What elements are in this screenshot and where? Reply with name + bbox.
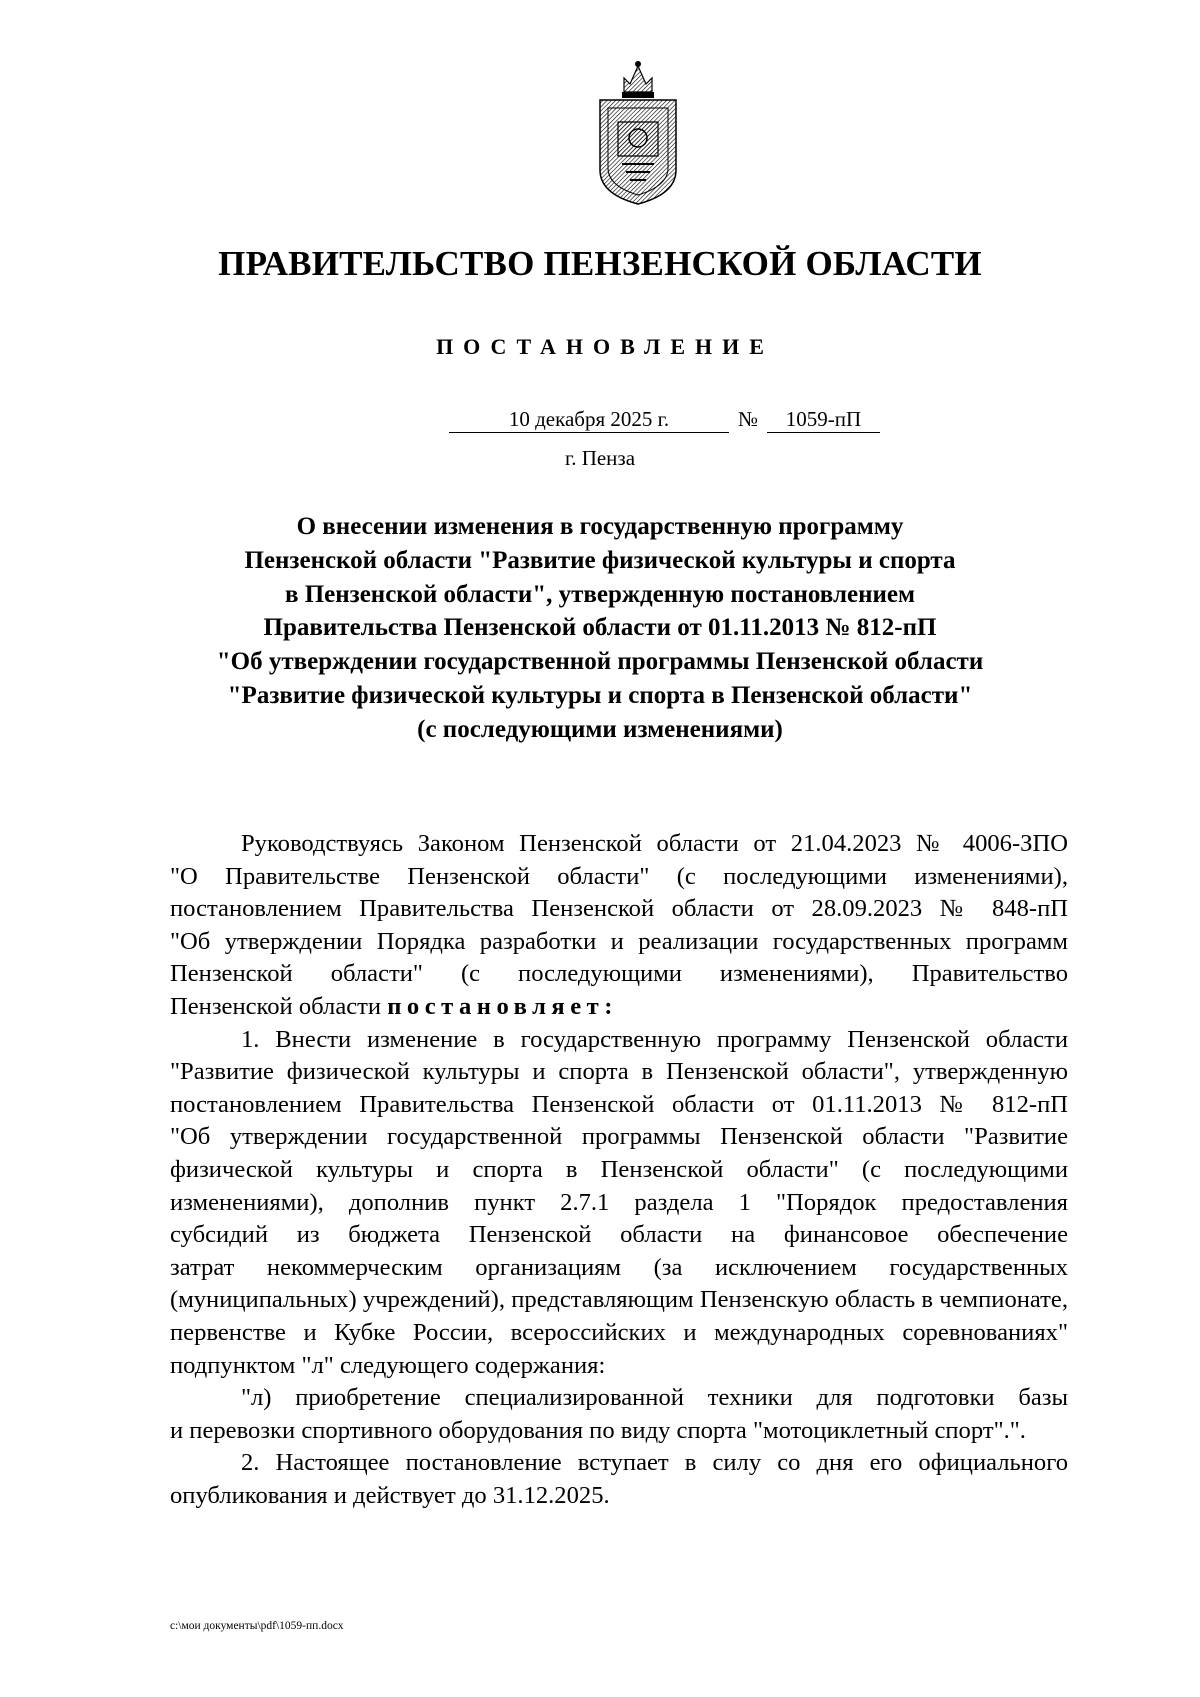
item1-line: "Об утверждении государственной программы Пензенской области "Развитие xyxy=(170,1123,1068,1151)
government-name: ПРАВИТЕЛЬСТВО ПЕНЗЕНСКОЙ ОБЛАСТИ xyxy=(218,244,982,283)
coat-of-arms-icon xyxy=(594,58,682,206)
item2-line: 2. Настоящее постановление вступает в силу со дня его официального xyxy=(241,1449,1068,1477)
preamble-last-prefix: Пензенской области xyxy=(170,992,382,1020)
subitem-l-line: и перевозки спортивного оборудования по виду спорта "мотоциклетный спорт".". xyxy=(170,1416,1026,1444)
preamble-line: "О Правительстве Пензенской области" (с последующими изменениями), xyxy=(170,862,1068,890)
item1-line: затрат некоммерческим организациям (за исключением государственных xyxy=(170,1253,1068,1281)
item1-line: субсидий из бюджета Пензенской области на финансовое обеспечение xyxy=(170,1221,1068,1249)
item1-line: изменениями), дополнив пункт 2.7.1 раздела 1 "Порядок предоставления xyxy=(170,1188,1068,1216)
preamble-line: Пензенской области" (с последующими изменениями), Правительство xyxy=(170,960,1068,988)
subject-line: (с последующими изменениями) xyxy=(417,715,783,743)
document-date: 10 декабря 2025 г. xyxy=(449,406,729,433)
item1-line: 1. Внести изменение в государственную программу Пензенской области xyxy=(241,1025,1068,1053)
subject-line: Правительства Пензенской области от 01.11.2013 № 812-пП xyxy=(263,614,937,642)
decree-word: постановляет: xyxy=(387,992,618,1020)
number-sign: № xyxy=(737,407,759,431)
item1-line: физической культуры и спорта в Пензенской области" (с последующими xyxy=(170,1155,1068,1183)
item2-line: опубликования и действует до 31.12.2025. xyxy=(170,1481,610,1509)
subject-line: в Пензенской области", утвержденную постановлением xyxy=(284,580,916,608)
document-number: 1059-пП xyxy=(767,406,880,433)
item1-line: постановлением Правительства Пензенской области от 01.11.2013 № 812-пП xyxy=(170,1090,1068,1118)
preamble-line: постановлением Правительства Пензенской области от 28.09.2023 № 848-пП xyxy=(170,895,1068,923)
item1-line: "Развитие физической культуры и спорта в Пензенской области", утвержденную xyxy=(170,1058,1068,1086)
subitem-l-line: "л) приобретение специализированной техники для подготовки базы xyxy=(241,1384,1068,1412)
subject-line: "Развитие физической культуры и спорта в Пензенской области" xyxy=(227,681,973,709)
document-type: ПОСТАНОВЛЕНИЕ xyxy=(436,334,774,359)
subject-line: Пензенской области "Развитие физической культуры и спорта xyxy=(244,546,956,574)
item1-line: (муниципальных) учреждений), представляющим Пензенскую область в чемпионате, xyxy=(170,1286,1068,1314)
document-body xyxy=(170,828,1068,1512)
item1-line: подпунктом "л" следующего содержания: xyxy=(170,1351,606,1379)
item1-line: первенстве и Кубке России, всероссийских и международных соревнованиях" xyxy=(170,1318,1068,1346)
footer-file-path: c:\мои документы\pdf\1059-пп.docx xyxy=(170,1620,344,1632)
subject-line: "Об утверждении государственной программы Пензенской области xyxy=(216,648,984,676)
document-subject xyxy=(150,510,1050,747)
date-number-line xyxy=(449,406,880,434)
preamble-line: Руководствуясь Законом Пензенской области от 21.04.2023 № 4006-ЗПО xyxy=(241,830,1068,857)
document-city: г. Пенза xyxy=(564,446,636,470)
preamble-line: "Об утверждении Порядка разработки и реализации государственных программ xyxy=(170,927,1068,955)
subject-line: О внесении изменения в государственную программу xyxy=(296,513,904,540)
preamble-last-line xyxy=(170,991,1068,1024)
